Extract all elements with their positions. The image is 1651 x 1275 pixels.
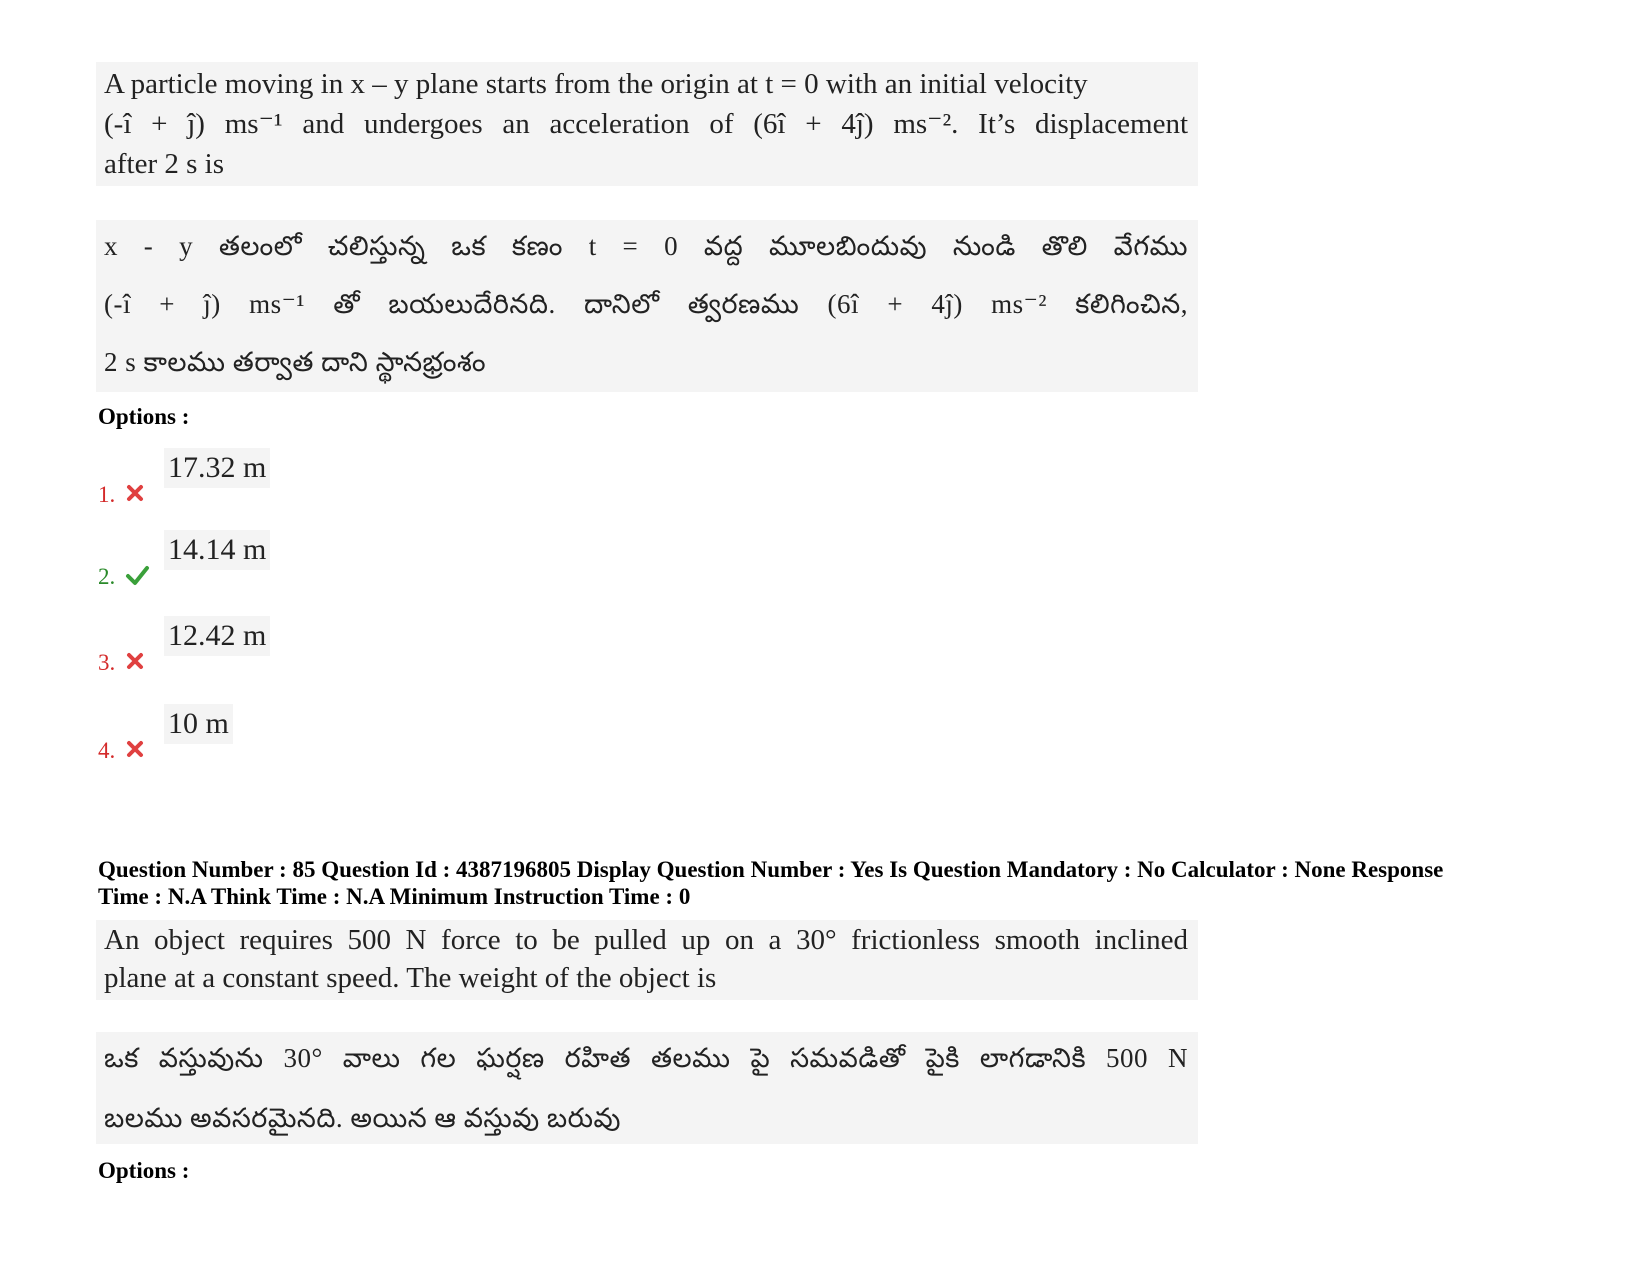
question-1-telugu-line-3: 2 s కాలము తర్వాత దాని స్థానభ్రంశం: [104, 347, 487, 377]
question-2-meta-line-1: Question Number : 85 Question Id : 4387196805 Display Question Number : Yes Is Question Mandatory : No Calculator : None Response: [98, 857, 1444, 882]
check-icon: [124, 564, 150, 586]
cross-icon: [124, 482, 146, 504]
option-3: [98, 616, 498, 676]
option-2: [98, 530, 498, 590]
option-1-value: 17.32 m: [164, 448, 270, 488]
option-1-number: 1.: [98, 482, 116, 507]
question-2-telugu-image: [96, 1032, 1198, 1144]
option-3-number: 3.: [98, 650, 116, 675]
option-1: [98, 448, 498, 508]
question-2-english-line-1: An object requires 500 N force to be pulled up on a 30° frictionless smooth inclined: [104, 924, 1188, 956]
question-2-english-line-2: plane at a constant speed. The weight of the object is: [104, 962, 717, 994]
question-1-english-line-1: A particle moving in x – y plane starts from the origin at t = 0 with an initial velocity: [104, 68, 1088, 100]
question-2-meta: [98, 856, 1578, 910]
question-1-telugu-image: [96, 220, 1198, 392]
cross-icon: [124, 650, 146, 672]
option-3-value: 12.42 m: [164, 616, 270, 656]
question-2-telugu-line-1: ఒక వస్తువును 30° వాలు గల ఘర్షణ రహిత తలము పై సమవడితో పైకి లాగడానికి 500 N: [104, 1043, 1188, 1073]
option-2-value: 14.14 m: [164, 530, 270, 570]
option-2-number: 2.: [98, 564, 116, 589]
options-label-1: Options :: [98, 404, 190, 429]
question-1-english-line-3: after 2 s is: [104, 148, 224, 180]
question-2-telugu-line-2: బలము అవసరమైనది. అయిన ఆ వస్తువు బరువు: [104, 1103, 621, 1133]
option-4-value: 10 m: [164, 704, 233, 744]
question-1-english-line-2: (-î + ĵ) ms⁻¹ and undergoes an acceleration of (6î + 4ĵ) ms⁻². It’s displacement: [104, 108, 1188, 140]
question-2-meta-line-2: Time : N.A Think Time : N.A Minimum Instruction Time : 0: [98, 884, 691, 909]
question-1-telugu-line-2: (-î + ĵ) ms⁻¹ తో బయలుదేరినది. దానిలో త్వరణము (6î + 4ĵ) ms⁻² కలిగించిన,: [104, 289, 1188, 319]
question-1-english-image: [96, 62, 1198, 186]
question-1-telugu-line-1: x - y తలంలో చలిస్తున్న ఒక కణం t = 0 వద్ద మూలబిందువు నుండి తొలి వేగము: [104, 231, 1188, 261]
option-4-number: 4.: [98, 738, 116, 763]
options-label-2: Options :: [98, 1158, 190, 1183]
cross-icon: [124, 738, 146, 760]
option-4: [98, 704, 498, 764]
question-2-english-image: [96, 920, 1198, 1000]
